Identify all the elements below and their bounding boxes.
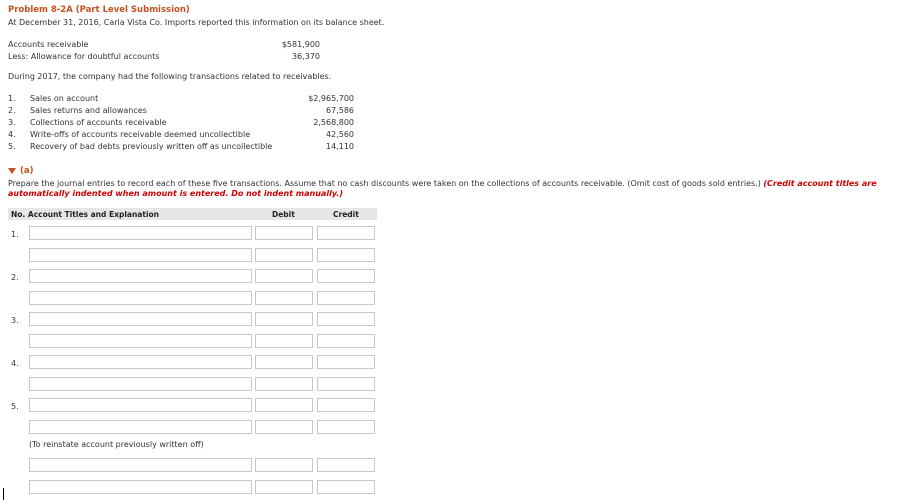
debit-input[interactable] xyxy=(255,355,313,369)
account-title-input[interactable] xyxy=(29,480,252,494)
credit-input[interactable] xyxy=(317,291,375,305)
part-a-note-line1: (Credit account titles are xyxy=(763,179,877,188)
account-title-input[interactable] xyxy=(29,226,252,240)
account-title-input[interactable] xyxy=(29,398,252,412)
transaction-amount: 2,568,800 xyxy=(313,118,354,127)
part-a-label: (a) xyxy=(20,166,34,176)
account-title-input[interactable] xyxy=(29,458,252,472)
col-header-credit: Credit xyxy=(333,210,359,219)
credit-input[interactable] xyxy=(317,248,375,262)
transaction-num: 2. xyxy=(8,106,16,115)
balance-amount-allowance: 36,370 xyxy=(292,52,320,61)
col-header-debit: Debit xyxy=(272,210,295,219)
transactions-intro: During 2017, the company had the following transactions related to receivables. xyxy=(8,72,332,81)
problem-intro: At December 31, 2016, Carla Vista Co. Imports reported this information on its balance sheet. xyxy=(8,18,385,27)
problem-title: Problem 8-2A (Part Level Submission) xyxy=(8,5,190,15)
collapse-triangle-icon xyxy=(8,168,16,174)
transaction-amount: 67,586 xyxy=(326,106,354,115)
account-title-input[interactable] xyxy=(29,355,252,369)
credit-input[interactable] xyxy=(317,312,375,326)
account-title-input[interactable] xyxy=(29,248,252,262)
entry-number: 1. xyxy=(11,230,19,239)
credit-input[interactable] xyxy=(317,377,375,391)
entry-number: 5. xyxy=(11,402,19,411)
debit-input[interactable] xyxy=(255,377,313,391)
transaction-label: Collections of accounts receivable xyxy=(30,118,167,127)
transaction-num: 1. xyxy=(8,94,16,103)
debit-input[interactable] xyxy=(255,458,313,472)
transaction-label: Sales returns and allowances xyxy=(30,106,147,115)
transaction-amount: 42,560 xyxy=(326,130,354,139)
account-title-input[interactable] xyxy=(29,312,252,326)
transaction-num: 3. xyxy=(8,118,16,127)
balance-label-ar: Accounts receivable xyxy=(8,40,89,49)
transaction-amount: 14,110 xyxy=(326,142,354,151)
debit-input[interactable] xyxy=(255,312,313,326)
col-header-account: No. Account Titles and Explanation xyxy=(11,210,160,219)
debit-input[interactable] xyxy=(255,480,313,494)
credit-input[interactable] xyxy=(317,458,375,472)
transaction-label: Write-offs of accounts receivable deemed uncollectible xyxy=(30,130,251,139)
part-a-note-line2: automatically indented when amount is entered. Do not indent manually.) xyxy=(8,189,343,198)
debit-input[interactable] xyxy=(255,269,313,283)
account-title-input[interactable] xyxy=(29,420,252,434)
credit-input[interactable] xyxy=(317,269,375,283)
transaction-num: 4. xyxy=(8,130,16,139)
account-title-input[interactable] xyxy=(29,269,252,283)
transaction-num: 5. xyxy=(8,142,16,151)
entry-number: 4. xyxy=(11,359,19,368)
account-title-input[interactable] xyxy=(29,377,252,391)
part-a-instructions-line1 xyxy=(8,179,877,188)
credit-input[interactable] xyxy=(317,420,375,434)
account-title-input[interactable] xyxy=(29,291,252,305)
entry-explanation: (To reinstate account previously written off) xyxy=(29,440,204,449)
part-a-toggle[interactable] xyxy=(8,166,34,176)
balance-label-allowance: Less: Allowance for doubtful accounts xyxy=(8,52,160,61)
credit-input[interactable] xyxy=(317,334,375,348)
balance-amount-ar: $581,900 xyxy=(281,40,320,49)
transaction-amount: $2,965,700 xyxy=(308,94,354,103)
credit-input[interactable] xyxy=(317,355,375,369)
debit-input[interactable] xyxy=(255,291,313,305)
text-cursor xyxy=(3,488,4,500)
debit-input[interactable] xyxy=(255,398,313,412)
credit-input[interactable] xyxy=(317,226,375,240)
transaction-label: Recovery of bad debts previously written off as uncollectible xyxy=(30,142,273,151)
debit-input[interactable] xyxy=(255,226,313,240)
entry-number: 2. xyxy=(11,273,19,282)
credit-input[interactable] xyxy=(317,398,375,412)
entry-number: 3. xyxy=(11,316,19,325)
part-a-instructions: Prepare the journal entries to record each of these five transactions. Assume that no cash discounts were taken on the collections of accounts receivable. (Omit cost of goods sold entries.) xyxy=(8,179,761,188)
debit-input[interactable] xyxy=(255,248,313,262)
debit-input[interactable] xyxy=(255,420,313,434)
transaction-label: Sales on account xyxy=(30,94,99,103)
credit-input[interactable] xyxy=(317,480,375,494)
account-title-input[interactable] xyxy=(29,334,252,348)
debit-input[interactable] xyxy=(255,334,313,348)
